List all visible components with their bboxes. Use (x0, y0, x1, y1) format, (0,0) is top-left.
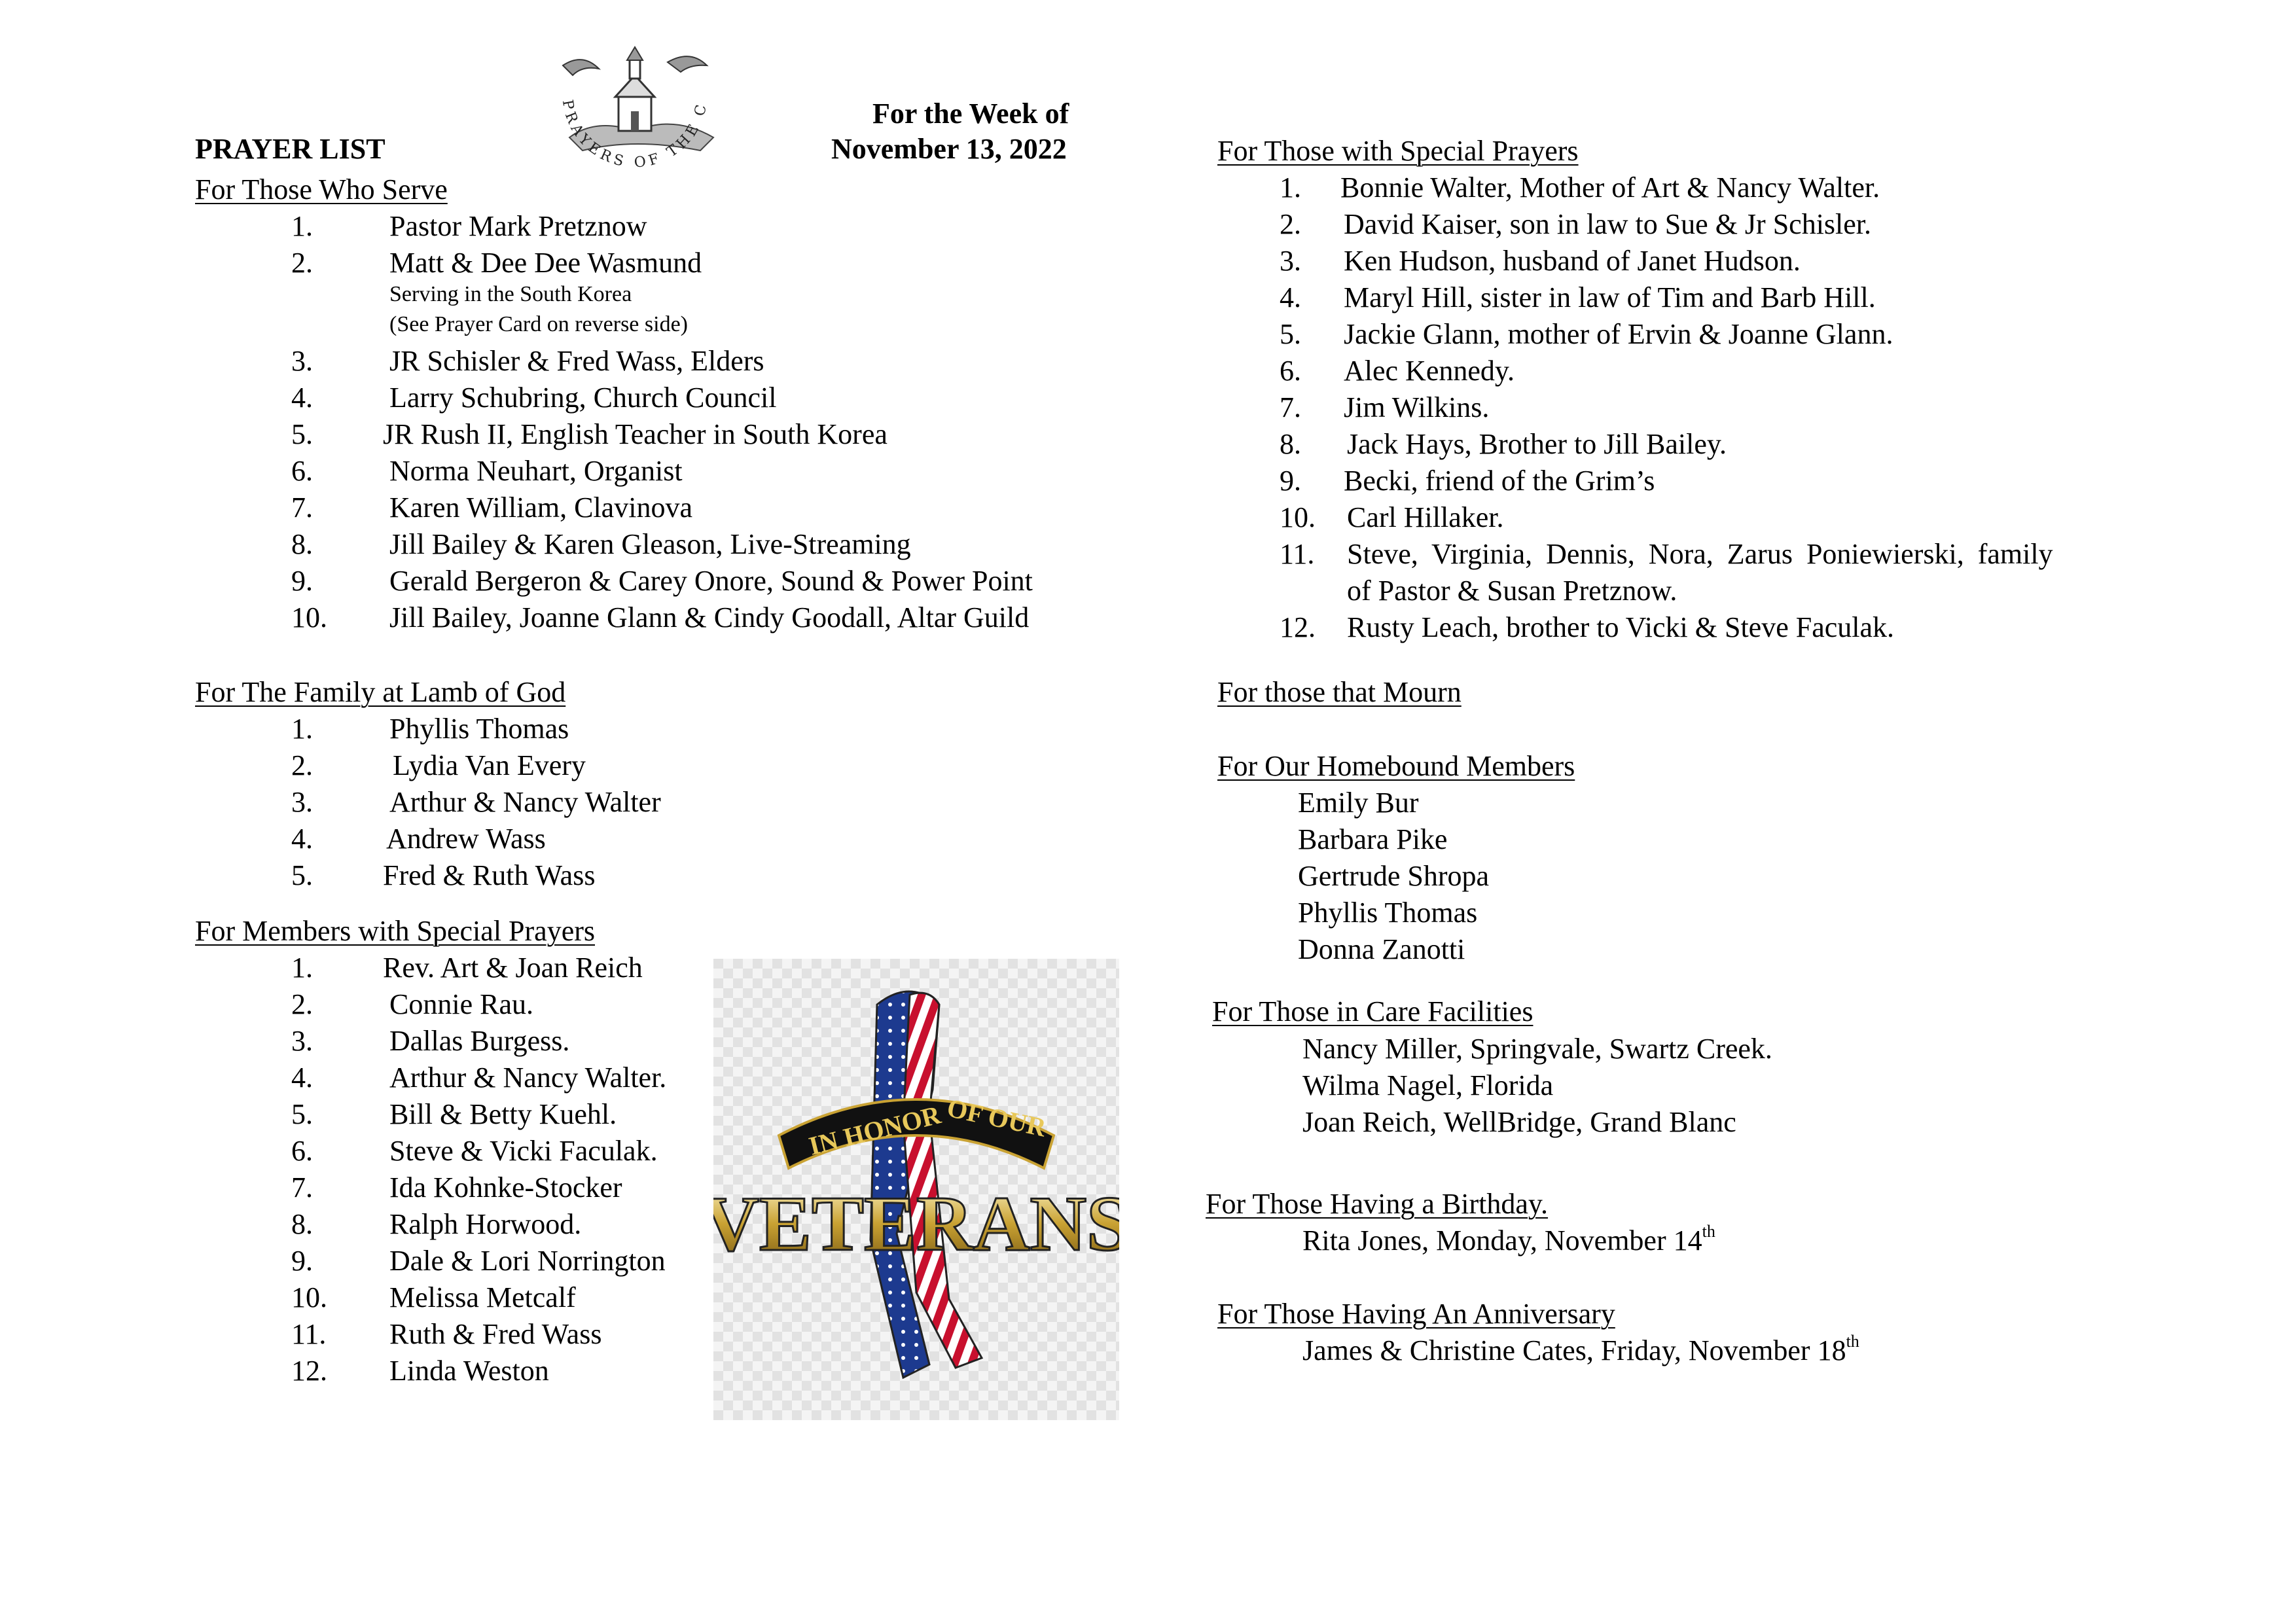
birthday-sup: th (1702, 1222, 1715, 1241)
special-item-text: Jackie Glann, mother of Ervin & Joanne Glann. (1344, 318, 1893, 350)
item-number: 3. (291, 1025, 313, 1057)
item-number: 5. (291, 1098, 313, 1130)
item-number: 2. (291, 988, 313, 1020)
family-item-text: Andrew Wass (386, 823, 546, 855)
special-item-text: Becki, friend of the Grim’s (1344, 465, 1655, 497)
item-number: 5. (291, 418, 313, 450)
veterans-banner-left: IN HONOR (806, 1099, 944, 1161)
item-number: 8. (1280, 428, 1301, 460)
serve-note-2: (See Prayer Card on reverse side) (389, 312, 688, 336)
week-label: For the Week of (872, 98, 1069, 130)
anniversary-heading: For Those Having An Anniversary (1217, 1298, 1615, 1330)
members-item-text: Rev. Art & Joan Reich (383, 952, 643, 984)
serve-item-text: JR Rush II, English Teacher in South Korea (383, 418, 888, 450)
anniversary-sup: th (1846, 1332, 1859, 1351)
special-item-text: Ken Hudson, husband of Janet Hudson. (1344, 245, 1801, 277)
members-item-text: Connie Rau. (389, 988, 533, 1020)
anniversary-entry (1302, 1332, 1859, 1369)
item-number: 2. (1280, 208, 1301, 240)
serve-item-text: Larry Schubring, Church Council (389, 382, 777, 414)
members-item-text: Dale & Lori Norrington (389, 1245, 666, 1277)
special-item-11-continued: of Pastor & Susan Pretznow. (1347, 575, 1677, 607)
members-item-text: Linda Weston (389, 1355, 549, 1387)
homebound-name: Phyllis Thomas (1298, 897, 1478, 929)
family-heading: For The Family at Lamb of God (195, 676, 566, 708)
item-number: 9. (1280, 465, 1301, 497)
item-number: 8. (291, 528, 313, 560)
mourn-heading: For those that Mourn (1217, 676, 1462, 708)
birthday-text: Rita Jones, Monday, November 14 (1302, 1224, 1702, 1257)
special-item-text: Steve, Virginia, Dennis, Nora, Zarus Poniewierski, family (1347, 538, 2053, 570)
week-date: November 13, 2022 (831, 133, 1067, 165)
birthday-heading: For Those Having a Birthday. (1206, 1188, 1549, 1220)
family-item-text: Lydia Van Every (393, 749, 586, 781)
item-number: 11. (1280, 538, 1315, 570)
item-number: 10. (291, 601, 327, 633)
item-number: 9. (291, 1245, 313, 1277)
family-item-text: Arthur & Nancy Walter (389, 786, 661, 818)
homebound-name: Barbara Pike (1298, 823, 1448, 855)
special-item-text: Rusty Leach, brother to Vicki & Steve Faculak. (1347, 611, 1895, 643)
members-item-text: Ruth & Fred Wass (389, 1318, 602, 1350)
serve-heading: For Those Who Serve (195, 173, 448, 205)
serve-note-1: Serving in the South Korea (389, 282, 632, 306)
serve-item-text: JR Schisler & Fred Wass, Elders (389, 345, 764, 377)
special-item-text: Carl Hillaker. (1347, 501, 1504, 533)
item-number: 1. (1280, 171, 1301, 204)
item-number: 6. (291, 455, 313, 487)
item-number: 1. (291, 713, 313, 745)
item-number: 2. (291, 749, 313, 781)
special-item-text: Jim Wilkins. (1344, 391, 1490, 423)
serve-item-text: Gerald Bergeron & Carey Onore, Sound & Power Point (389, 565, 1033, 597)
item-number: 11. (291, 1318, 327, 1350)
serve-item-1 (291, 208, 313, 245)
members-item-text: Melissa Metcalf (389, 1281, 576, 1313)
members-item-text: Steve & Vicki Faculak. (389, 1135, 658, 1167)
special-item-text: Jack Hays, Brother to Jill Bailey. (1347, 428, 1727, 460)
serve-item-text: Karen William, Clavinova (389, 491, 692, 524)
logo-text: PRAYERS OF THE C (558, 98, 711, 171)
veterans-graphic (713, 959, 1119, 1420)
item-number: 7. (291, 491, 313, 524)
item-number: 5. (291, 859, 313, 891)
veterans-banner-right: OF OUR (944, 1092, 1049, 1143)
serve-item-2 (291, 245, 313, 281)
item-number: 4. (291, 382, 313, 414)
item-number: 10. (1280, 501, 1316, 533)
item-number: 4. (291, 823, 313, 855)
members-heading: For Members with Special Prayers (195, 915, 595, 947)
serve-item-text: Matt & Dee Dee Wasmund (389, 247, 702, 279)
family-item-text: Phyllis Thomas (389, 713, 569, 745)
care-entry: Wilma Nagel, Florida (1302, 1069, 1554, 1101)
special-item-text: David Kaiser, son in law to Sue & Jr Schisler. (1344, 208, 1872, 240)
birthday-entry (1302, 1222, 1715, 1259)
item-number: 5. (1280, 318, 1301, 350)
serve-item-text: Pastor Mark Pretznow (389, 210, 647, 242)
special-item-text: Bonnie Walter, Mother of Art & Nancy Walter. (1340, 171, 1880, 204)
homebound-name: Donna Zanotti (1298, 933, 1465, 965)
serve-item-text: Norma Neuhart, Organist (389, 455, 683, 487)
veterans-word: VETERANS (713, 1180, 1119, 1267)
homebound-name: Emily Bur (1298, 787, 1419, 819)
homebound-heading: For Our Homebound Members (1217, 750, 1575, 782)
care-entry: Nancy Miller, Springvale, Swartz Creek. (1302, 1033, 1772, 1065)
item-number: 6. (291, 1135, 313, 1167)
item-number: 6. (1280, 355, 1301, 387)
members-item-text: Ida Kohnke-Stocker (389, 1171, 622, 1204)
care-entry: Joan Reich, WellBridge, Grand Blanc (1302, 1106, 1736, 1138)
item-number: 4. (291, 1061, 313, 1094)
serve-item-text: Jill Bailey, Joanne Glann & Cindy Goodall, Altar Guild (389, 601, 1030, 633)
item-number: 3. (291, 345, 313, 377)
special-item-text: Alec Kennedy. (1344, 355, 1515, 387)
item-number: 3. (291, 786, 313, 818)
item-number: 1. (291, 952, 313, 984)
prayer-list-title: PRAYER LIST (195, 133, 386, 165)
homebound-name: Gertrude Shropa (1298, 860, 1490, 892)
special-heading: For Those with Special Prayers (1217, 135, 1579, 167)
item-number: 4. (1280, 281, 1301, 313)
item-number: 12. (291, 1355, 327, 1387)
anniversary-text: James & Christine Cates, Friday, November 18 (1302, 1334, 1846, 1366)
item-number: 1. (291, 210, 313, 242)
item-number: 3. (1280, 245, 1301, 277)
church-logo (537, 39, 733, 190)
item-number: 9. (291, 565, 313, 597)
serve-item-text: Jill Bailey & Karen Gleason, Live-Streaming (389, 528, 911, 560)
item-number: 10. (291, 1281, 327, 1313)
item-number: 7. (1280, 391, 1301, 423)
members-item-text: Bill & Betty Kuehl. (389, 1098, 617, 1130)
item-number: 2. (291, 247, 313, 279)
members-item-text: Ralph Horwood. (389, 1208, 582, 1240)
care-heading: For Those in Care Facilities (1212, 995, 1534, 1027)
item-number: 8. (291, 1208, 313, 1240)
item-number: 7. (291, 1171, 313, 1204)
family-item-text: Fred & Ruth Wass (383, 859, 596, 891)
members-item-text: Arthur & Nancy Walter. (389, 1061, 667, 1094)
special-item-text: Maryl Hill, sister in law of Tim and Barb Hill. (1344, 281, 1876, 313)
item-number: 12. (1280, 611, 1316, 643)
members-item-text: Dallas Burgess. (389, 1025, 570, 1057)
